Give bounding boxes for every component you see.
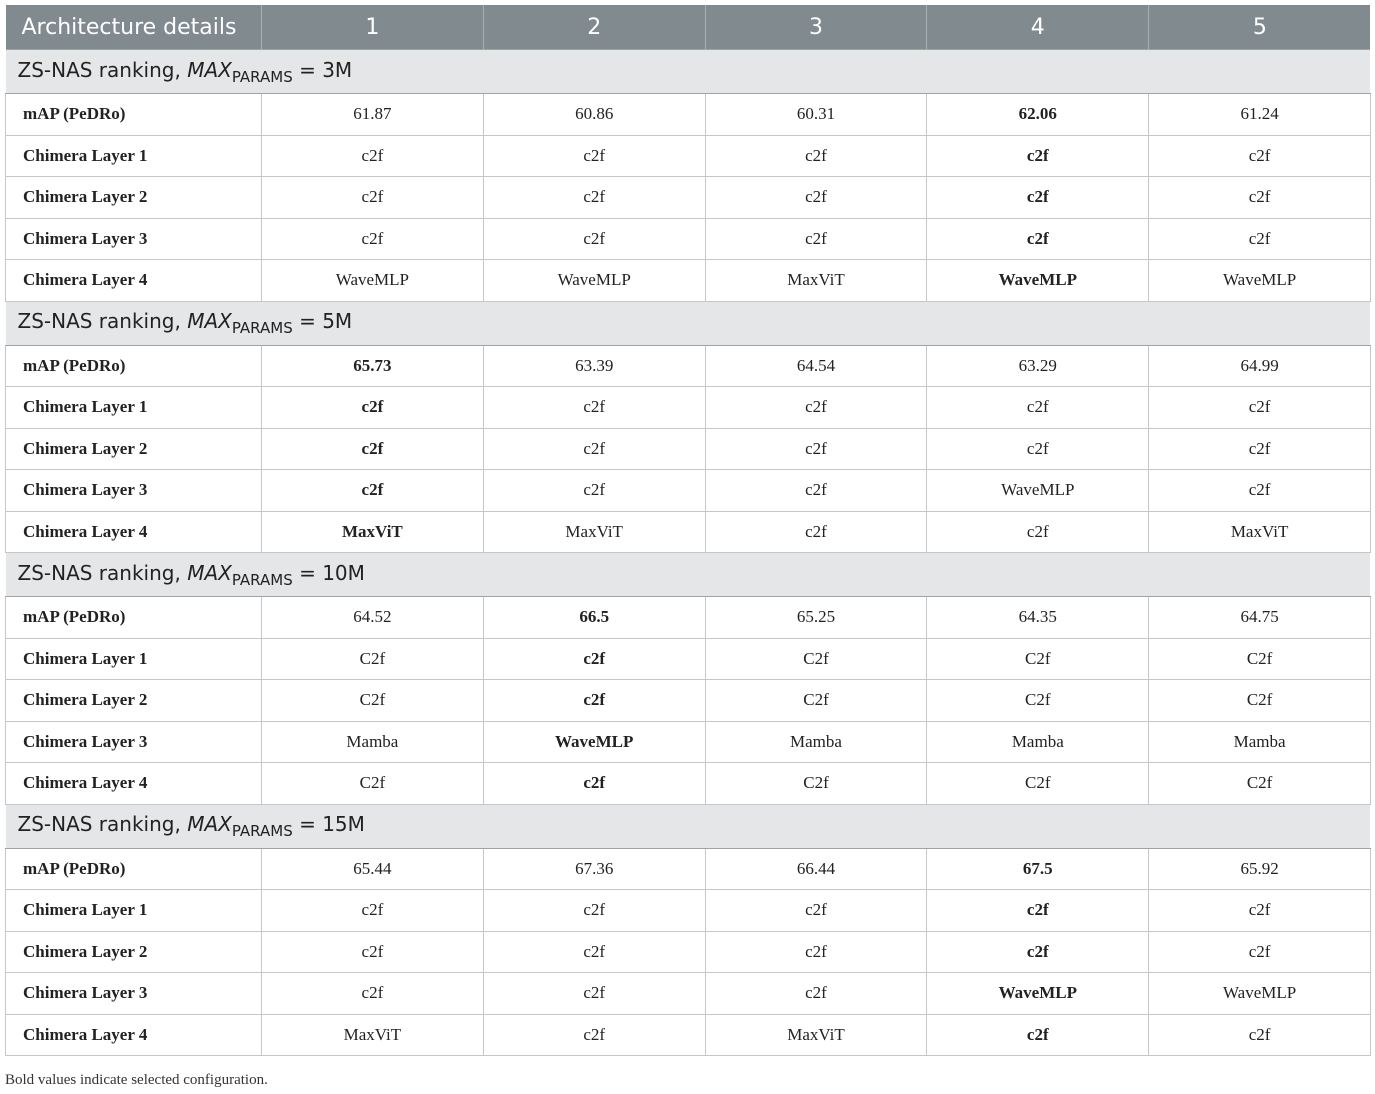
table-cell: c2f: [705, 890, 927, 932]
table-cell: 67.36: [483, 848, 705, 890]
table-cell: 64.75: [1149, 597, 1371, 639]
table-cell: MaxViT: [262, 511, 484, 553]
table-cell: MaxViT: [705, 1014, 927, 1056]
table-cell: c2f: [927, 135, 1149, 177]
row-label: Chimera Layer 3: [6, 218, 262, 260]
group-header-row: [6, 50, 1371, 94]
table-cell: c2f: [1149, 1014, 1371, 1056]
header-column: 5: [1149, 5, 1371, 50]
table-cell: c2f: [1149, 470, 1371, 512]
table-footnote: Bold values indicate selected configuration.: [5, 1072, 268, 1088]
group-title-prefix: ZS-NAS ranking,: [17, 560, 188, 585]
table-cell: c2f: [1149, 931, 1371, 973]
table-cell: c2f: [1149, 387, 1371, 429]
table-cell: C2f: [705, 638, 927, 680]
table-cell: MaxViT: [483, 511, 705, 553]
table-row: [6, 177, 1371, 219]
table-cell: c2f: [705, 135, 927, 177]
table-cell: c2f: [483, 973, 705, 1015]
table-cell: c2f: [705, 387, 927, 429]
table-cell: c2f: [705, 973, 927, 1015]
row-label: Chimera Layer 4: [6, 260, 262, 302]
table-row: [6, 135, 1371, 177]
table-cell: C2f: [705, 680, 927, 722]
table-cell: c2f: [483, 387, 705, 429]
results-table-container: [5, 5, 1370, 1056]
row-label: Chimera Layer 2: [6, 680, 262, 722]
table-cell: c2f: [1149, 135, 1371, 177]
group-title-subscript: PARAMS: [231, 319, 293, 337]
table-cell: c2f: [927, 218, 1149, 260]
group-title-variable: MAX: [187, 812, 232, 836]
table-cell: C2f: [927, 638, 1149, 680]
row-label: Chimera Layer 1: [6, 135, 262, 177]
row-label: Chimera Layer 1: [6, 890, 262, 932]
table-cell: 65.73: [262, 345, 484, 387]
group-title-variable: MAX: [187, 560, 232, 585]
table-row: [6, 973, 1371, 1015]
row-label: Chimera Layer 3: [6, 721, 262, 763]
table-cell: WaveMLP: [483, 721, 705, 763]
table-cell: c2f: [927, 511, 1149, 553]
group-title-suffix: = 3M: [292, 57, 353, 82]
table-cell: Mamba: [705, 721, 927, 763]
table-cell: c2f: [705, 511, 927, 553]
table-row: [6, 763, 1371, 805]
header-label: Architecture details: [6, 5, 262, 50]
group-title-suffix: = 10M: [292, 560, 365, 585]
table-row: [6, 218, 1371, 260]
table-cell: 64.35: [927, 597, 1149, 639]
row-label: Chimera Layer 1: [6, 387, 262, 429]
table-cell: c2f: [1149, 218, 1371, 260]
table-row: [6, 387, 1371, 429]
table-cell: c2f: [262, 387, 484, 429]
table-cell: c2f: [927, 428, 1149, 470]
group-title-suffix: = 5M: [292, 309, 353, 333]
table-cell: 60.86: [483, 94, 705, 136]
table-cell: WaveMLP: [927, 260, 1149, 302]
table-cell: c2f: [262, 218, 484, 260]
group-title: [6, 50, 1371, 94]
table-cell: WaveMLP: [483, 260, 705, 302]
group-header-row: [6, 553, 1371, 597]
table-row: [6, 638, 1371, 680]
row-label: Chimera Layer 2: [6, 931, 262, 973]
table-cell: WaveMLP: [262, 260, 484, 302]
table-cell: c2f: [927, 931, 1149, 973]
table-cell: c2f: [262, 177, 484, 219]
table-cell: c2f: [262, 973, 484, 1015]
row-label: mAP (PeDRo): [6, 94, 262, 136]
header-column: 4: [927, 5, 1149, 50]
table-cell: c2f: [483, 638, 705, 680]
table-cell: 65.25: [705, 597, 927, 639]
table-cell: c2f: [927, 890, 1149, 932]
group-title-prefix: ZS-NAS ranking,: [17, 309, 188, 333]
group-title: [6, 804, 1371, 848]
table-cell: c2f: [705, 470, 927, 512]
table-row: [6, 890, 1371, 932]
table-cell: c2f: [262, 890, 484, 932]
group-title-variable: MAX: [187, 57, 232, 82]
table-cell: WaveMLP: [1149, 260, 1371, 302]
table-cell: Mamba: [1149, 721, 1371, 763]
table-cell: WaveMLP: [927, 973, 1149, 1015]
table-cell: C2f: [262, 680, 484, 722]
table-row: [6, 721, 1371, 763]
table-cell: c2f: [483, 428, 705, 470]
row-label: Chimera Layer 4: [6, 763, 262, 805]
table-cell: c2f: [705, 177, 927, 219]
table-cell: 66.5: [483, 597, 705, 639]
header-column: 1: [262, 5, 484, 50]
table-row: [6, 597, 1371, 639]
group-title: [6, 301, 1371, 345]
table-cell: 64.52: [262, 597, 484, 639]
table-cell: C2f: [927, 763, 1149, 805]
table-cell: Mamba: [927, 721, 1149, 763]
table-cell: C2f: [927, 680, 1149, 722]
table-cell: c2f: [483, 763, 705, 805]
table-cell: MaxViT: [705, 260, 927, 302]
group-title-prefix: ZS-NAS ranking,: [17, 57, 188, 82]
table-cell: Mamba: [262, 721, 484, 763]
table-cell: c2f: [927, 1014, 1149, 1056]
table-row: [6, 511, 1371, 553]
table-body: [6, 50, 1371, 1056]
table-cell: c2f: [483, 890, 705, 932]
table-cell: c2f: [705, 931, 927, 973]
table-cell: c2f: [483, 470, 705, 512]
table-cell: 63.39: [483, 345, 705, 387]
table-row: [6, 1014, 1371, 1056]
table-cell: c2f: [483, 1014, 705, 1056]
group-title-subscript: PARAMS: [231, 67, 293, 86]
table-row: [6, 94, 1371, 136]
table-cell: c2f: [927, 177, 1149, 219]
row-label: Chimera Layer 2: [6, 177, 262, 219]
header-column: 2: [483, 5, 705, 50]
table-cell: C2f: [1149, 638, 1371, 680]
table-row: [6, 470, 1371, 512]
row-label: mAP (PeDRo): [6, 597, 262, 639]
table-cell: 61.87: [262, 94, 484, 136]
table-row: [6, 680, 1371, 722]
table-cell: c2f: [483, 135, 705, 177]
group-title-variable: MAX: [187, 309, 232, 333]
row-label: mAP (PeDRo): [6, 848, 262, 890]
table-row: [6, 931, 1371, 973]
table-cell: c2f: [262, 428, 484, 470]
table-cell: C2f: [262, 763, 484, 805]
group-header-row: [6, 804, 1371, 848]
row-label: mAP (PeDRo): [6, 345, 262, 387]
table-cell: c2f: [1149, 177, 1371, 219]
table-cell: c2f: [705, 428, 927, 470]
table-cell: 60.31: [705, 94, 927, 136]
table-cell: WaveMLP: [927, 470, 1149, 512]
header-column: 3: [705, 5, 927, 50]
group-header-row: [6, 301, 1371, 345]
table-cell: MaxViT: [262, 1014, 484, 1056]
table-cell: c2f: [262, 135, 484, 177]
table-cell: 65.44: [262, 848, 484, 890]
table-cell: C2f: [1149, 763, 1371, 805]
group-title-subscript: PARAMS: [231, 822, 293, 840]
table-header: [6, 5, 1371, 50]
table-cell: C2f: [705, 763, 927, 805]
row-label: Chimera Layer 4: [6, 1014, 262, 1056]
group-title-subscript: PARAMS: [231, 570, 293, 589]
table-cell: c2f: [483, 218, 705, 260]
architecture-table: [5, 5, 1371, 1056]
table-cell: 62.06: [927, 94, 1149, 136]
table-cell: 64.99: [1149, 345, 1371, 387]
table-row: [6, 428, 1371, 470]
table-cell: 66.44: [705, 848, 927, 890]
table-cell: c2f: [1149, 890, 1371, 932]
table-cell: c2f: [483, 680, 705, 722]
table-cell: 64.54: [705, 345, 927, 387]
row-label: Chimera Layer 3: [6, 470, 262, 512]
table-cell: c2f: [262, 931, 484, 973]
row-label: Chimera Layer 3: [6, 973, 262, 1015]
table-cell: 67.5: [927, 848, 1149, 890]
table-cell: WaveMLP: [1149, 973, 1371, 1015]
row-label: Chimera Layer 4: [6, 511, 262, 553]
table-row: [6, 345, 1371, 387]
row-label: Chimera Layer 2: [6, 428, 262, 470]
table-cell: c2f: [927, 387, 1149, 429]
table-row: [6, 848, 1371, 890]
table-cell: 65.92: [1149, 848, 1371, 890]
table-cell: c2f: [483, 177, 705, 219]
table-cell: 63.29: [927, 345, 1149, 387]
table-cell: C2f: [262, 638, 484, 680]
table-cell: c2f: [1149, 428, 1371, 470]
table-cell: MaxViT: [1149, 511, 1371, 553]
group-title-prefix: ZS-NAS ranking,: [17, 812, 188, 836]
table-cell: c2f: [483, 931, 705, 973]
group-title: [6, 553, 1371, 597]
row-label: Chimera Layer 1: [6, 638, 262, 680]
table-cell: 61.24: [1149, 94, 1371, 136]
table-row: [6, 260, 1371, 302]
table-cell: c2f: [705, 218, 927, 260]
table-cell: c2f: [262, 470, 484, 512]
table-cell: C2f: [1149, 680, 1371, 722]
group-title-suffix: = 15M: [292, 812, 365, 836]
